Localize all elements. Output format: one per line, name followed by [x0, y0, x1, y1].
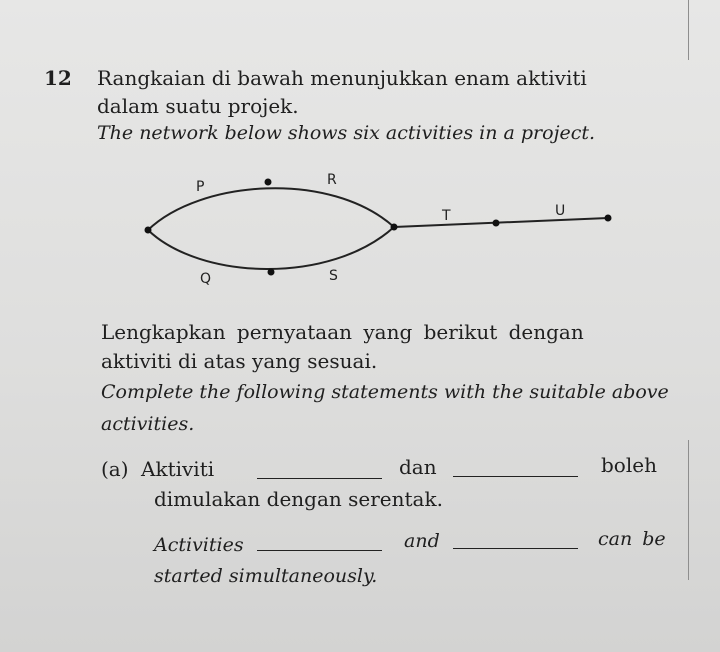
part-a-malay-word3: boleh — [601, 453, 657, 477]
part-a-label: (a) — [101, 457, 129, 481]
blank-english-2[interactable] — [453, 548, 578, 549]
blank-english-1[interactable] — [257, 550, 382, 551]
page-edge-top — [688, 0, 689, 60]
part-a-english-line2: started simultaneously. — [154, 565, 378, 587]
instruction-english-line2: activities. — [101, 413, 195, 435]
line-t-u — [394, 218, 608, 227]
instruction-malay-line2: aktiviti di atas yang sesuai. — [101, 349, 378, 373]
part-a-english-word1: Activities — [154, 534, 244, 556]
intro-malay-line1: Rangkaian di bawah menunjukkan enam aktiviti — [97, 66, 587, 90]
label-t: T — [442, 208, 451, 224]
blank-malay-1[interactable] — [257, 478, 382, 479]
page-edge-bottom — [688, 440, 689, 580]
label-p: P — [196, 179, 205, 195]
instruction-english-line1: Complete the following statements with the suitable above — [101, 381, 669, 403]
label-u: U — [555, 203, 566, 219]
node-start — [145, 227, 152, 234]
label-q: Q — [200, 271, 212, 287]
blank-malay-2[interactable] — [453, 476, 578, 477]
node-merge — [391, 224, 398, 231]
node-p-r — [265, 179, 272, 186]
part-a-malay-word1: Aktiviti — [141, 457, 215, 481]
part-a-malay-word2: dan — [399, 455, 437, 479]
part-a-malay-line2: dimulakan dengan serentak. — [154, 487, 443, 511]
arc-lower — [148, 227, 394, 269]
arc-upper — [148, 188, 394, 230]
node-end — [605, 215, 612, 222]
node-t-u — [493, 220, 500, 227]
activity-network-diagram — [130, 160, 630, 300]
intro-english: The network below shows six activities in a project. — [97, 122, 596, 144]
label-r: R — [327, 172, 337, 188]
instruction-malay-line1: Lengkapkan pernyataan yang berikut dengan — [101, 320, 584, 344]
question-number: 12 — [44, 66, 72, 90]
label-s: S — [329, 268, 338, 284]
part-a-english-word3: can be — [598, 528, 666, 550]
part-a-english-word2: and — [404, 530, 440, 552]
intro-malay-line2: dalam suatu projek. — [97, 94, 299, 118]
node-q-s — [268, 269, 275, 276]
